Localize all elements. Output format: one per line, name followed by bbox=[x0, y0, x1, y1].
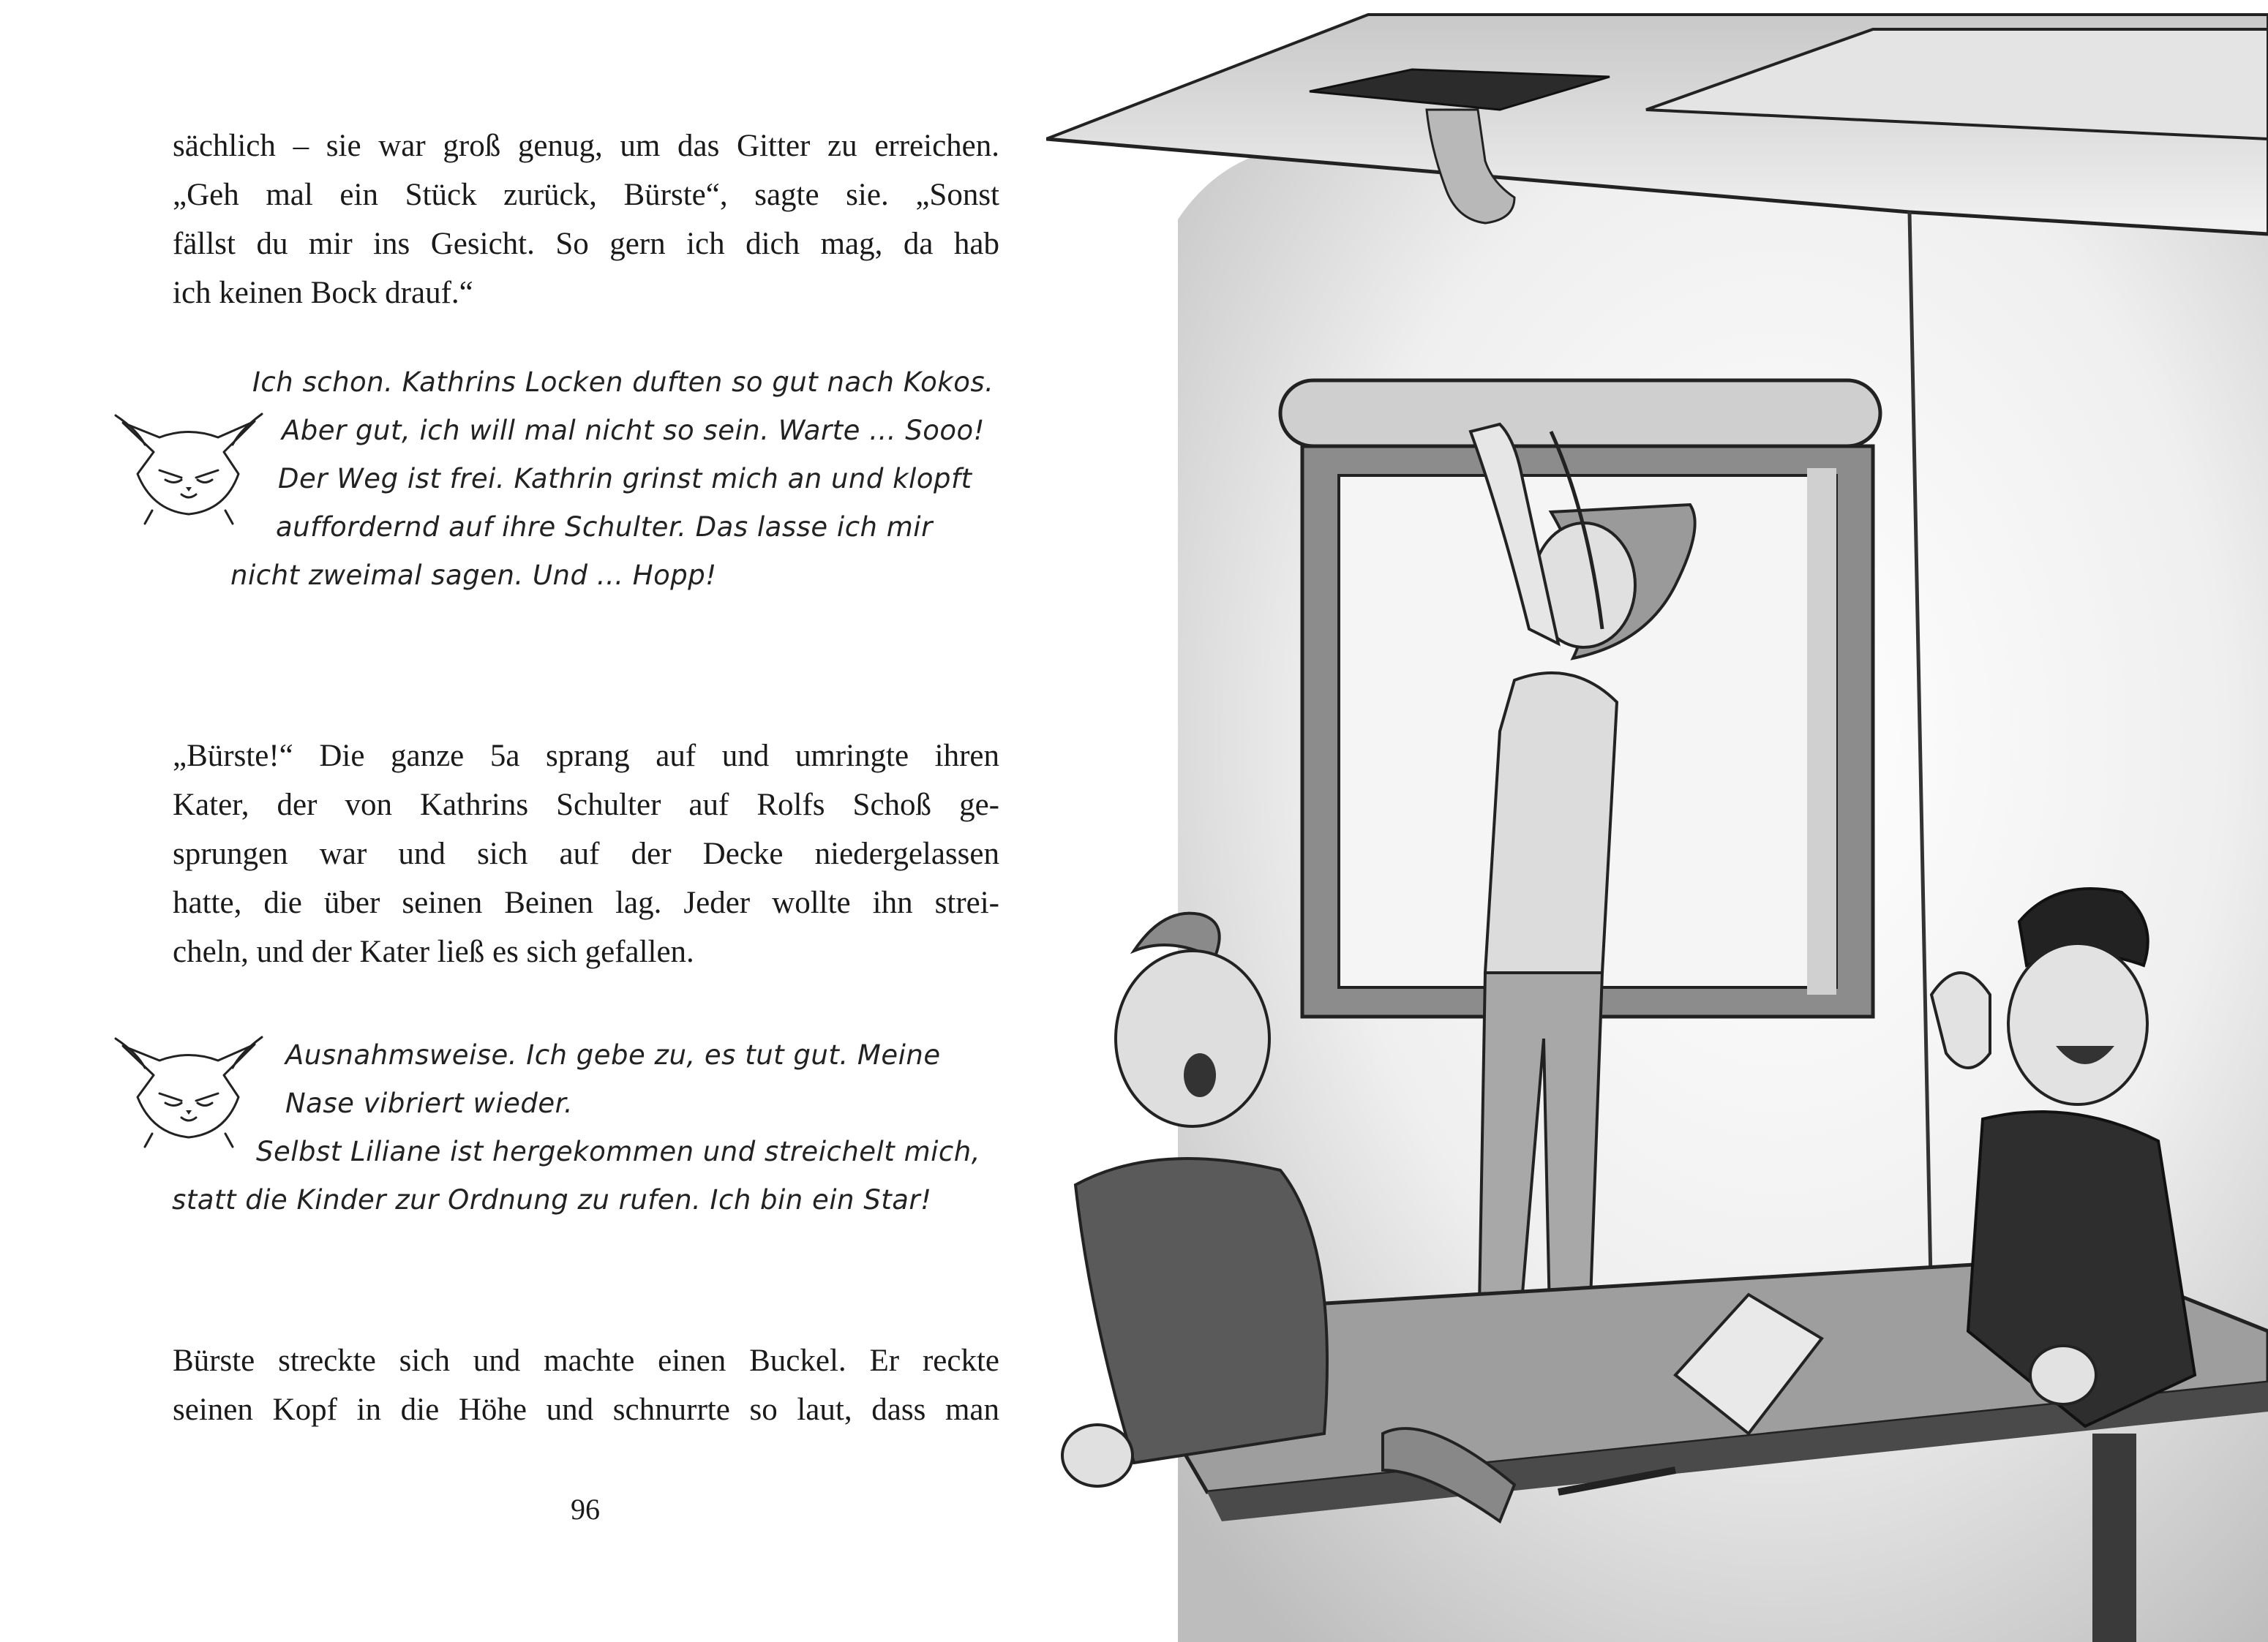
boy-right-face bbox=[2008, 944, 2147, 1104]
text-line: seinen Kopf in die Höhe und schnurrte so laut, dass man bbox=[173, 1393, 999, 1427]
cat-note-line: Nase vibriert wieder. bbox=[285, 1088, 574, 1119]
cat-note-line: Selbst Liliane ist hergekommen und streichelt mich, bbox=[256, 1136, 980, 1167]
cat-note-1 bbox=[230, 358, 994, 600]
table-leg bbox=[2092, 1434, 2136, 1642]
text-line: cheln, und der Kater ließ es sich gefallen. bbox=[173, 935, 694, 969]
girl-shirt bbox=[1485, 673, 1617, 973]
cat-note-line: Aber gut, ich will mal nicht so sein. Warte ... Sooo! bbox=[282, 415, 985, 446]
cat-note-2 bbox=[172, 1031, 980, 1224]
page-number: 96 bbox=[571, 1493, 600, 1526]
left-page bbox=[0, 0, 1054, 1642]
boy-left-face bbox=[1116, 951, 1269, 1126]
text-line: sächlich – sie war groß genug, um das Gitter zu erreichen. bbox=[173, 129, 999, 163]
cat-note-line: nicht zweimal sagen. Und ... Hopp! bbox=[230, 560, 717, 591]
cat-note-line: Der Weg ist frei. Kathrin grinst mich an und klopft bbox=[278, 463, 972, 494]
paragraph-1 bbox=[173, 121, 999, 317]
text-line: fällst du mir ins Gesicht. So gern ich dich mag, da hab bbox=[173, 227, 999, 261]
boy-left-mouth bbox=[1184, 1053, 1216, 1097]
boy-left-fist bbox=[1062, 1425, 1133, 1486]
text-line: „Bürste!“ Die ganze 5a sprang auf und umringte ihren bbox=[173, 739, 999, 773]
cat-note-line: Ausnahmsweise. Ich gebe zu, es tut gut. Meine bbox=[285, 1039, 941, 1071]
text-line: Bürste streckte sich und machte einen Buckel. Er reckte bbox=[173, 1344, 999, 1378]
cat-note-line: statt die Kinder zur Ordnung zu rufen. Ich bin ein Star! bbox=[172, 1184, 932, 1216]
text-line: sprungen war und sich auf der Decke niedergelassen bbox=[173, 837, 999, 871]
text-line: Kater, der von Kathrins Schulter auf Rolfs Schoß ge- bbox=[173, 788, 999, 822]
boy-right-hand bbox=[2030, 1346, 2096, 1404]
text-line: hatte, die über seinen Beinen lag. Jeder wollte ihn strei- bbox=[173, 886, 999, 920]
paragraph-2 bbox=[173, 731, 999, 976]
text-line: ich keinen Bock drauf.“ bbox=[173, 276, 473, 310]
classroom-illustration bbox=[1046, 0, 2268, 1642]
blind-roller bbox=[1280, 380, 1880, 446]
window-reflection bbox=[1807, 468, 1836, 995]
cat-note-line: Ich schon. Kathrins Locken duften so gut nach Kokos. bbox=[252, 366, 994, 398]
text-line: „Geh mal ein Stück zurück, Bürste“, sagte sie. „Sonst bbox=[173, 178, 999, 212]
cat-face-icon bbox=[108, 1024, 269, 1148]
cat-face-icon bbox=[108, 401, 269, 525]
paragraph-3 bbox=[173, 1336, 999, 1434]
cat-note-line: auffordernd auf ihre Schulter. Das lasse ich mir bbox=[276, 511, 933, 543]
